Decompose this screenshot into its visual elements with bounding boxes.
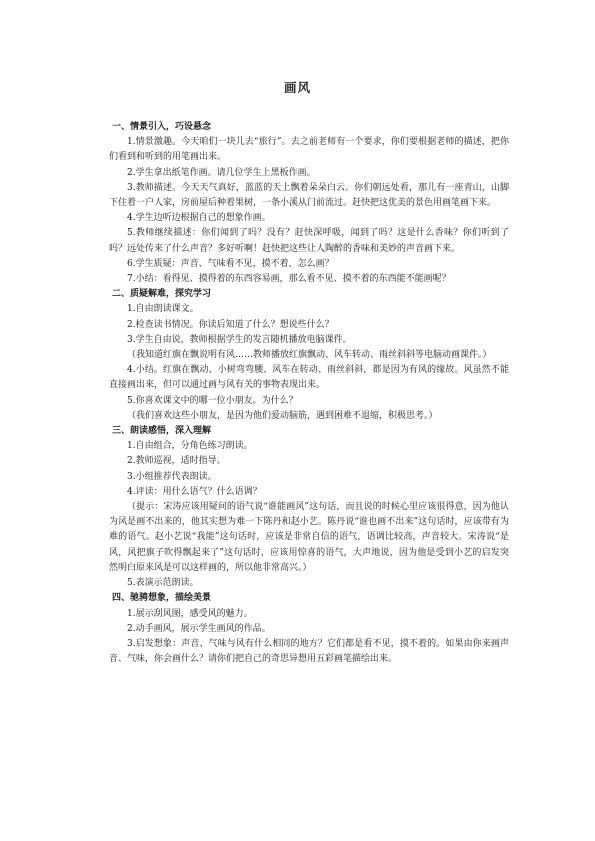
paragraph: 2.动手画风，展示学生画风的作品。 (127, 623, 271, 634)
paragraph: 6.学生质疑：声音、气味看不见，摸不着，怎么画？ (127, 258, 334, 269)
document-body (109, 120, 509, 667)
section-heading: 二、质疑解难，探究学习 (112, 289, 212, 300)
paragraph: （我知道红旗在飘说明有风……教师播放红旗飘动、风车转动、雨丝斜斜等电脑动画课件。） (127, 350, 492, 361)
section-heading: 一、情景引入，巧设悬念 (112, 122, 212, 132)
paragraph: 4.小结。红旗在飘动、小树弯弯腰、风车在转动、雨丝斜斜，都是因为有风的缘故。风虽然不能直接画出来，但可以通过画与风有关的事物表现出来。 (109, 365, 509, 391)
section-1 (109, 120, 509, 287)
paragraph: 7.小结：看得见、摸得着的东西容易画，那么看不见、摸不着的东西能不能画呢？ (127, 274, 451, 285)
paragraph: （我们喜欢这些小朋友，是因为他们爱动脑筋，遇到困难不退缩，积极思考。） (127, 410, 438, 421)
paragraph: 1.情景激趣。今天咱们一块儿去“旅行”。去之前老师有一个要求，你们要根据老师的描述，把你们看到和听到的用笔画出来。 (109, 137, 509, 163)
section-heading: 四、驰骋想象，描绘美景 (112, 593, 212, 604)
paragraph: 2.教师巡视，适时指导。 (127, 456, 226, 467)
paragraph: 3.学生自由说，教师根据学生的发言随机播放电脑课件。 (127, 334, 352, 345)
paragraph: 4.学生边听边根据自己的想象作画。 (127, 213, 271, 224)
section-3 (109, 424, 509, 591)
document-title: 画风 (283, 80, 311, 95)
section-4 (109, 591, 509, 667)
paragraph: 2.学生拿出纸笔作画。请几位学生上黑板作画。 (127, 167, 316, 178)
paragraph: 1.自由组合，分角色练习朗读。 (127, 441, 253, 452)
paragraph: 3.启发想象：声音、气味与风有什么相同的地方？它们都是看不见，摸不着的。如果由你来画声音、气味，你会画什么？请你们把自己的奇思异想用五彩画笔描绘出来。 (109, 638, 509, 665)
paragraph: 1.自由朗读课文。 (127, 304, 199, 315)
paragraph: 3.教师描述。今天天气真好，蓝蓝的天上飘着朵朵白云。你们朝远处看，那儿有一座青山，山脚下住着一户人家，房前屋后种着果树，一条小溪从门前流过。赶快把这优美的景色用画笔画下来。 (109, 182, 509, 209)
paragraph: 3.小组推荐代表朗读。 (127, 471, 217, 482)
paragraph: 2.检查读书情况。你读后知道了什么？想说些什么？ (127, 319, 334, 330)
paragraph: 5.你喜欢课文中的哪一位小朋友。为什么？ (127, 395, 298, 406)
section-heading: 三、朗读感悟，深入理解 (112, 426, 212, 437)
paragraph: 4.评读：用什么语气？什么语调？ (127, 486, 262, 497)
paragraph: 5.教师继续描述：你们闻到了吗？没有？赶快深呼吸，闻到了吗？这是什么香味？你们听到了吗？远处传来了什么声音？多好听啊！赶快把这些让人陶醉的香味和美妙的声音画下来。 (109, 228, 509, 254)
section-2 (109, 287, 509, 424)
paragraph: 1.展示刮风图，感受风的魅力。 (127, 608, 253, 619)
paragraph: 5.表演示范朗读。 (127, 578, 199, 589)
paragraph: （提示：宋涛应该用疑问的语气说“谁能画风”这句话，而且说的时候心里应该很得意，因为他认为风是画不出来的，他其实想为难一下陈丹和赵小艺。陈丹说“谁也画不出来”这句话时，应该带有为难的语气。赵小艺说“我能”这句话时，应该是非常自信的语气，语调比较高，声音较大。宋涛说“是风，风把旗子吹得飘起来了”这句话时，应该用惊喜的语气，大声地说，因为他是受到小艺的启发突然明白原来风是可以这样画的，所以他非常高兴。） (109, 502, 509, 573)
